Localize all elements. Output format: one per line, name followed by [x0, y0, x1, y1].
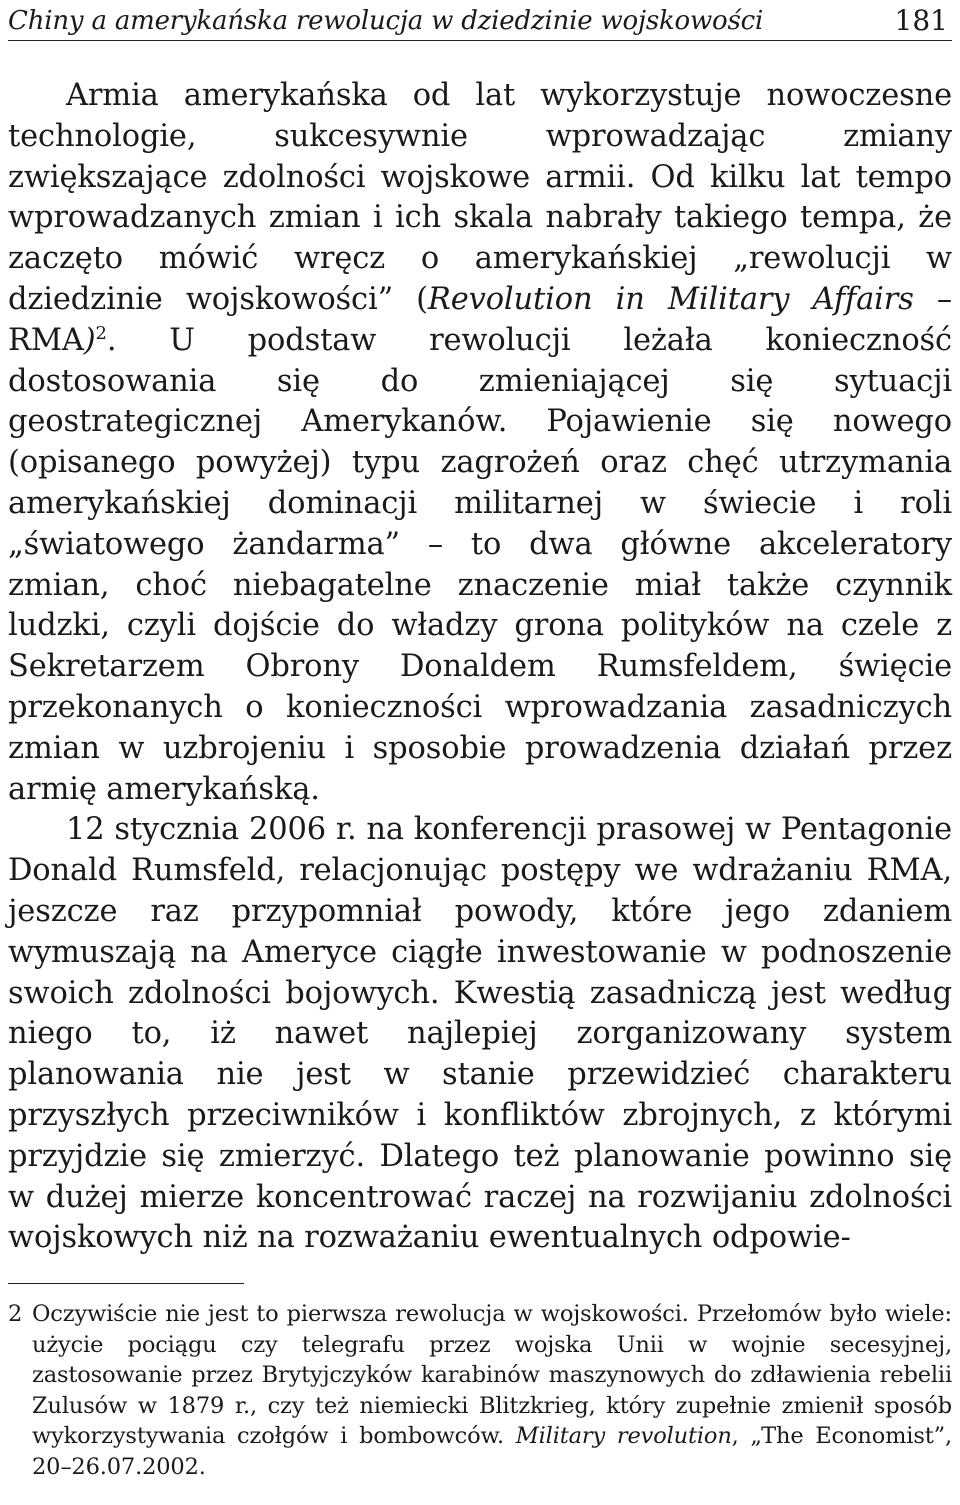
footnote-2	[8, 1299, 952, 1483]
paragraph-1-text-b: – RMA	[8, 281, 952, 358]
running-header-title: Chiny a amerykańska rewolucja w dziedzinie wojskowości	[8, 6, 764, 36]
footnote-body	[32, 1299, 952, 1483]
paragraph-1-text-c: . U podstaw rewolucji leżała konieczność dostosowania się do zmieniającej się sytuacji geostrategicznej Amerykanów. Pojawienie się nowego (opisanego powyżej) typu zagrożeń oraz chęć utrzymania amerykańskiej dominacji militarnej w świecie i roli „światowego żandarma” – to dwa główne akceleratory zmian, choć niebagatelne znaczenie miał także czynnik ludzki, czyli dojście do władzy grona polityków na czele z Sekretarzem Obrony Donaldem Rumsfeldem, święcie przekonanych o konieczności wprowadzania zasadniczych zmian w uzbrojeniu i sposobie prowadzenia działań przez armię amerykańską.	[8, 322, 952, 807]
paragraph-1	[8, 76, 952, 810]
footnote-separator	[8, 1283, 244, 1284]
paragraph-1-text-a: Armia amerykańska od lat wykorzystuje nowoczesne technologie, sukcesywnie wprowadzając zmiany zwiększające zdolności wojskowe armii. Od kilku lat tempo wprowadzanych zmian i ich skala nabrały takiego tempa, że zaczęto mówić wręcz o amerykańskiej „rewolucji w dziedzinie wojskowości” (	[8, 78, 952, 317]
footnote-text-a: Oczywiście nie jest to pierwsza rewolucja w wojskowości. Przełomów było wiele: użycie pociągu czy telegrafu przez wojska Unii w wojnie secesyjnej, zastosowanie przez Brytyjczyków karabinów maszynowych do zdławienia rebelii Zulusów w 1879 r., czy też niemiecki Blitzkrieg, który zupełnie zmienił sposób wykorzystywania czołgów i bombowców.	[32, 1301, 952, 1450]
paragraph-2: 12 stycznia 2006 r. na konferencji prasowej w Pentagonie Donald Rumsfeld, relacjonując postępy we wdrażaniu RMA, jeszcze raz przypomniał powody, które jego zdaniem wymuszają na Ameryce ciągłe inwestowanie w podnoszenie swoich zdolności bojowych. Kwestią zasadniczą jest według niego to, iż nawet najlepiej zorganizowany system planowania nie jest w stanie przewidzieć charakteru przyszłych przeciwników i konfliktów zbrojnych, z którymi przyjdzie się zmierzyć. Dlatego też planowanie powinno się w dużej mierze koncentrować raczej na rozwijaniu zdolności wojskowych niż na rozważaniu ewentualnych odpowie-	[8, 812, 952, 1256]
running-header	[8, 4, 952, 41]
footnote-text-b: , „The Economist”, 20–26.07.2002.	[32, 1423, 952, 1480]
footnote-reference-2[interactable]: 2	[95, 322, 107, 344]
body-text	[8, 76, 952, 1259]
paragraph-1-italic-term: Revolution in Military Affairs	[427, 281, 914, 317]
footnote-number: 2	[8, 1301, 23, 1327]
page-number: 181	[894, 4, 948, 37]
paragraph-1-italic-paren: )	[83, 322, 96, 358]
footnote-italic-title: Military revolution	[515, 1423, 732, 1450]
